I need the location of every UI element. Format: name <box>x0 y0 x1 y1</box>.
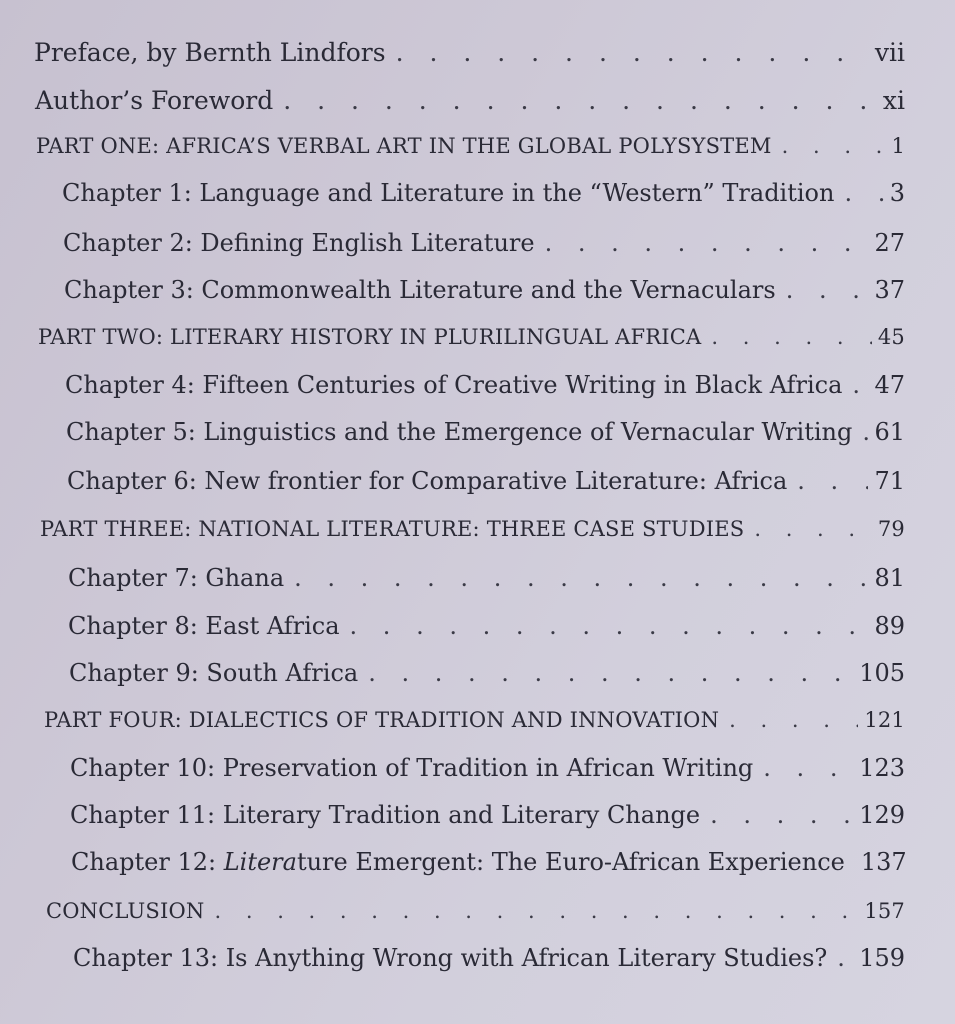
dot-leader <box>350 612 869 640</box>
dot-leader <box>729 708 858 732</box>
toc-page-number: 121 <box>864 708 905 732</box>
toc-entry-label: Chapter 10: Preservation of Tradition in African Writing <box>70 754 754 782</box>
toc-entry-label-italic: Litera <box>223 848 297 876</box>
dot-leader <box>215 899 859 923</box>
toc-entry-preface <box>34 38 905 67</box>
toc-chapter-10 <box>70 754 905 782</box>
toc-chapter-7 <box>68 564 905 592</box>
dot-leader <box>294 564 868 592</box>
toc-page-number: 129 <box>859 801 905 829</box>
dot-leader <box>754 517 872 541</box>
toc-entry-foreword <box>35 86 905 115</box>
toc-entry-label-rest: ture Emergent: The Euro-African Experience <box>296 848 845 876</box>
toc-entry-label: Chapter 4: Fifteen Centuries of Creative Writing in Black Africa <box>65 371 843 399</box>
toc-entry-label: PART TWO: LITERARY HISTORY IN PLURILINGUAL AFRICA <box>38 325 702 349</box>
toc-chapter-13 <box>73 944 905 972</box>
toc-page-number: 89 <box>874 612 905 640</box>
toc-entry-label: PART THREE: NATIONAL LITERATURE: THREE CASE STUDIES <box>40 517 745 541</box>
toc-entry-label: CONCLUSION <box>46 899 205 923</box>
toc-entry-label: Chapter 7: Ghana <box>68 564 285 592</box>
toc-page-number: 81 <box>874 564 905 592</box>
dot-leader <box>711 325 871 349</box>
toc-page-number: 71 <box>874 467 905 495</box>
toc-page-number: 137 <box>860 848 907 876</box>
toc-entry-label: Chapter 13: Is Anything Wrong with African Literary Studies? <box>73 944 828 972</box>
toc-chapter-1 <box>62 179 905 207</box>
toc-entry-label-prefix: Chapter 12: <box>71 848 224 876</box>
toc-page-number: 61 <box>874 418 905 446</box>
toc-page-number: 1 <box>891 134 905 158</box>
dot-leader <box>763 754 853 782</box>
dot-leader <box>786 276 869 304</box>
toc-chapter-5 <box>66 418 905 446</box>
toc-entry-label: PART FOUR: DIALECTICS OF TRADITION AND INNOVATION <box>44 708 720 732</box>
dot-leader <box>862 418 868 446</box>
toc-entry-label: Chapter 5: Linguistics and the Emergence of Vernacular Writing <box>66 418 853 446</box>
toc-entry-label: PART ONE: AFRICA’S VERBAL ART IN THE GLOBAL POLYSYSTEM <box>36 134 772 158</box>
toc-entry-label: Chapter 6: New frontier for Comparative Literature: Africa <box>67 467 788 495</box>
dot-leader <box>852 371 868 399</box>
toc-chapter-6 <box>67 467 905 495</box>
toc-chapter-3 <box>64 276 905 304</box>
toc-page-number: vii <box>874 38 905 67</box>
toc-part-one <box>36 134 905 158</box>
dot-leader <box>782 134 886 158</box>
toc-part-three <box>40 517 905 541</box>
toc-page-number: 47 <box>874 371 905 399</box>
dot-leader <box>545 229 869 257</box>
toc-entry-label: Chapter 9: South Africa <box>69 659 359 687</box>
dot-leader <box>837 944 853 972</box>
toc-page-number: 37 <box>874 276 905 304</box>
toc-page-number: 79 <box>877 517 905 541</box>
toc-page-number: 27 <box>874 229 905 257</box>
toc-entry-label: Preface, by Bernth Lindfors <box>34 38 386 67</box>
toc-part-two <box>38 325 905 349</box>
toc-page-number: 123 <box>859 754 905 782</box>
toc-chapter-4 <box>65 371 905 399</box>
toc-entry-label: Chapter 2: Defining English Literature <box>63 229 535 257</box>
toc-page-number: 3 <box>889 179 905 207</box>
toc-entry-label: Chapter 3: Commonwealth Literature and the Vernaculars <box>64 276 776 304</box>
toc-chapter-2 <box>63 229 905 257</box>
toc-entry-label: Chapter 1: Language and Literature in the “Western” Tradition <box>62 179 835 207</box>
dot-leader <box>396 38 869 67</box>
toc-page-number: 157 <box>864 899 905 923</box>
toc-entry-label: Chapter 8: East Africa <box>68 612 340 640</box>
toc-entry-label <box>71 848 845 876</box>
toc-conclusion <box>46 899 905 923</box>
dot-leader <box>283 86 877 115</box>
dot-leader <box>797 467 868 495</box>
toc-chapter-11 <box>70 801 905 829</box>
dot-leader <box>844 179 883 207</box>
toc-entry-label: Author’s Foreword <box>35 86 274 115</box>
toc-part-four <box>44 708 905 732</box>
toc-chapter-12 <box>71 848 905 876</box>
toc-chapter-9 <box>69 659 905 687</box>
dot-leader <box>368 659 853 687</box>
toc-entry-label: Chapter 11: Literary Tradition and Literary Change <box>70 801 701 829</box>
toc-chapter-8 <box>68 612 905 640</box>
toc-page-number: 45 <box>877 325 905 349</box>
toc-page-number: xi <box>882 86 905 115</box>
toc-page-number: 105 <box>859 659 905 687</box>
dot-leader <box>710 801 853 829</box>
toc-page-number: 159 <box>859 944 905 972</box>
